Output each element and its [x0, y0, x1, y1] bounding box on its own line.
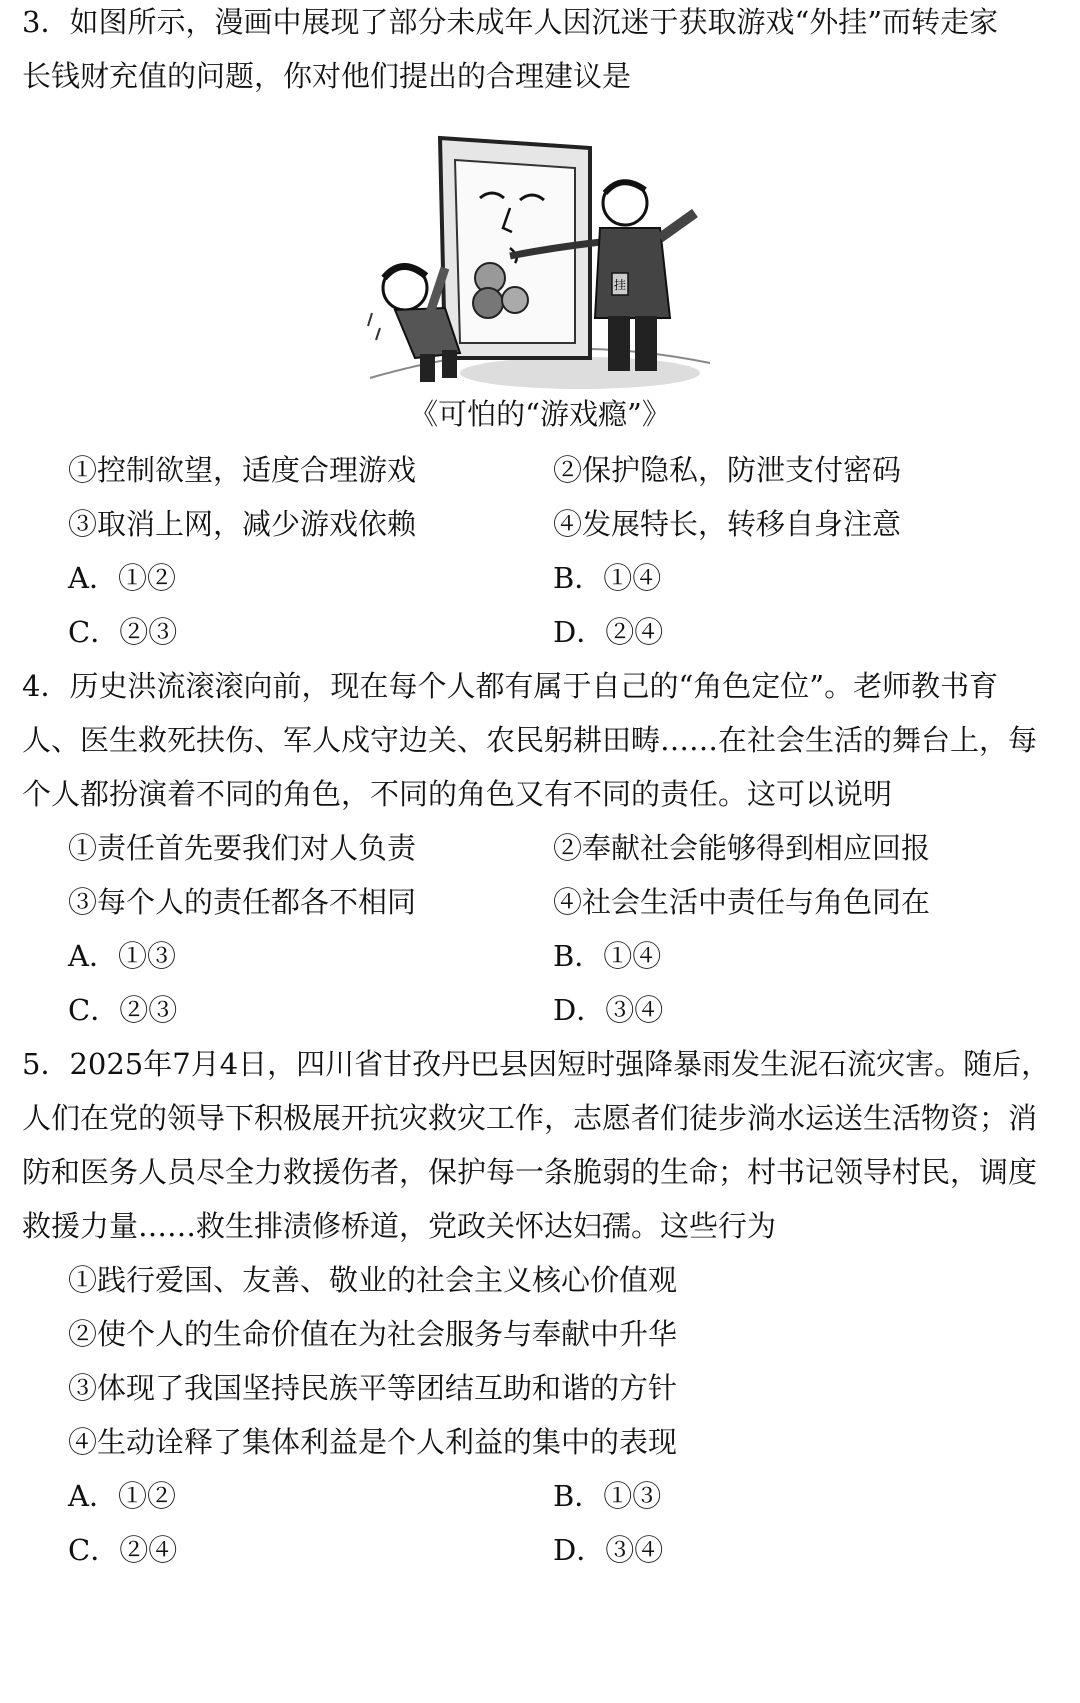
q5-choice-b: B．①③: [553, 1479, 662, 1513]
figure-caption: 《可怕的“游戏瘾”》: [409, 397, 671, 431]
q5-stem-line4: 救援力量……救生排渍修桥道，党政关怀达妇孺。这些行为: [22, 1209, 777, 1243]
q4-choice-c: C．②③: [68, 993, 178, 1027]
q5-stem-line3: 防和医务人员尽全力救援伤者，保护每一条脆弱的生命；村书记领导村民，调度: [22, 1155, 1038, 1189]
q4-stem-line3: 个人都扮演着不同的角色，不同的角色又有不同的责任。这可以说明: [22, 777, 893, 811]
q3-choice-c: C．②③: [68, 615, 178, 649]
q4-statement-2: ②奉献社会能够得到相应回报: [553, 831, 931, 865]
q4-stem-line1: 4．历史洪流滚滚向前，现在每个人都有属于自己的“角色定位”。老师教书育: [22, 669, 999, 703]
adult-figure: [595, 181, 695, 371]
q5-statement-4: ④生动诠释了集体利益是个人利益的集中的表现: [68, 1425, 678, 1459]
q5-stem-line2: 人们在党的领导下积极展开抗灾救灾工作，志愿者们徒步淌水运送生活物资；消: [22, 1101, 1038, 1135]
q4-choice-d: D．③④: [553, 993, 664, 1027]
q4-choice-a: A．①③: [68, 939, 176, 973]
q3-stem-line2: 长钱财充值的问题，你对他们提出的合理建议是: [22, 59, 632, 93]
cartoon-game-addiction: [360, 128, 720, 408]
q3-statement-3: ③取消上网，减少游戏依赖: [68, 507, 417, 541]
q4-statement-3: ③每个人的责任都各不相同: [68, 885, 417, 919]
q4-stem-line2: 人、医生救死扶伤、军人戍守边关、农民躬耕田畴……在社会生活的舞台上，每: [22, 723, 1038, 757]
q3-statement-2: ②保护隐私，防泄支付密码: [553, 453, 902, 487]
q3-statement-4: ④发展特长，转移自身注意: [553, 507, 902, 541]
q4-statement-1: ①责任首先要我们对人负责: [68, 831, 417, 865]
q5-statement-2: ②使个人的生命价值在为社会服务与奉献中升华: [68, 1317, 678, 1351]
q3-choice-b: B．①④: [553, 561, 662, 595]
q3-choice-d: D．②④: [553, 615, 664, 649]
q3-stem-line1: 3．如图所示，漫画中展现了部分未成年人因沉迷于获取游戏“外挂”而转走家: [22, 5, 999, 39]
q4-choice-b: B．①④: [553, 939, 662, 973]
q5-stem-line1: 5．2025年7月4日，四川省甘孜丹巴县因短时强降暴雨发生泥石流灾害。随后，: [22, 1047, 1051, 1081]
q3-statement-1: ①控制欲望，适度合理游戏: [68, 453, 417, 487]
phone-illustration: [440, 138, 620, 358]
q4-statement-4: ④社会生活中责任与角色同在: [553, 885, 931, 919]
q5-choice-d: D．③④: [553, 1533, 664, 1567]
q3-choice-a: A．①②: [68, 561, 176, 595]
q5-statement-1: ①践行爱国、友善、敬业的社会主义核心价值观: [68, 1263, 678, 1297]
q5-choice-a: A．①②: [68, 1479, 176, 1513]
badge-text: 挂: [613, 278, 627, 292]
q5-statement-3: ③体现了我国坚持民族平等团结互助和谐的方针: [68, 1371, 678, 1405]
q5-choice-c: C．②④: [68, 1533, 178, 1567]
